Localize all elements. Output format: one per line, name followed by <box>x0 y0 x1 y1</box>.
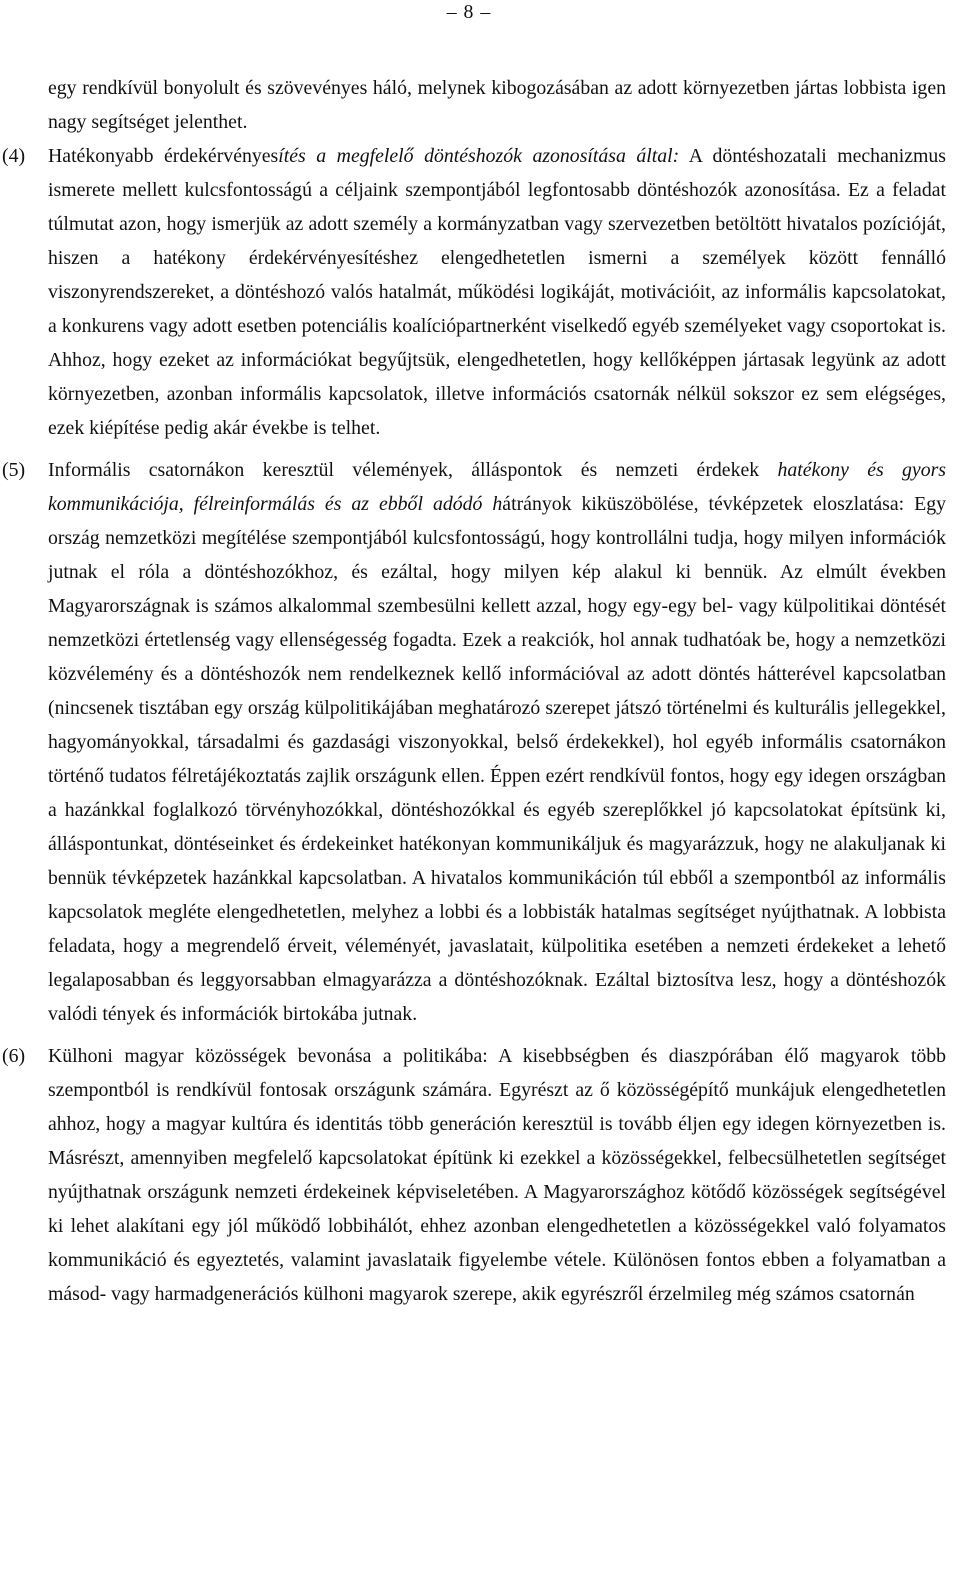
paragraph-text: egy rendkívül bonyolult és szövevényes háló, melynek kibogozásában az adott környezetben jártas lobbista igen nagy segítséget jelenthet. <box>48 77 946 133</box>
page-number: – 8 – <box>446 1 492 23</box>
paragraph-gap <box>0 445 960 453</box>
paragraph-number: (5) <box>2 459 26 481</box>
paragraph-text: Informális csatornákon keresztül vélemények, álláspontok és nemzeti érdekek <box>48 459 778 481</box>
paragraph-5 <box>2 453 947 1031</box>
paragraph-6 <box>2 1039 946 1311</box>
paragraph-heading-italic: ítés a megfelelő döntéshozók azonosítása által: <box>278 145 680 167</box>
paragraph-text: Hatékonyabb érdekérvényes <box>48 145 279 167</box>
paragraph-text: átrányok kiküszöbölése, tévképzetek eloszlatása: Egy ország nemzetközi megítélése szempontjából kulcsfontosságú, hogy kontrollálni tudja, hogy milyen információk jutnak el róla a döntéshozókhoz, és ezáltal, hogy milyen kép alakul ki bennük. Az elmúlt években Magyarországnak is számos alkalommal szembesülni kellett azzal, hogy egy-egy bel- vagy külpolitikai döntését nemzetközi értetlenség vagy ellenségesség fogadta. Ezek a reakciók, hol annak tudhatóak be, hogy a nemzetközi közvélemény és a döntéshozók nem rendelkeznek kellő információval az adott döntés hátterével kapcsolatban (nincsenek tisztában egy ország külpolitikájában meghatározó szerepet játszó történelmi és kulturális jellegekkel, hagyományokkal, társadalmi és gazdasági viszonyokkal, belső érdekekkel), hol egyéb informális csatornákon történő tudatos félretájékoztatás zajlik országunk ellen. Éppen ezért rendkívül fontos, hogy egy idegen országban a hazánkkal foglalkozó törvényhozókkal, döntéshozókkal és egyéb szereplőkkel jó kapcsolatokat építsünk ki, álláspontunkat, döntéseinket és érdekeinket hatékonyan kommunikáljuk és magyarázzuk, hogy ne alakuljanak ki bennük tévképzetek hazánkkal kapcsolatban. A hivatalos kommunikáción túl ebből a szempontból az informális kapcsolatok megléte elengedhetetlen, melyhez a lobbi és a lobbisták hatalmas segítséget nyújthatnak. A lobbista feladata, hogy a megrendelő érveit, véleményét, javaslatait, külpolitika esetében a nemzeti érdekeket a lehető legalaposabban és leggyorsabban elmagyarázza a döntéshozóknak. Ezáltal biztosítva lesz, hogy a döntéshozók valódi tények és információk birtokába jutnak. <box>48 493 947 1025</box>
paragraph-4 <box>2 139 946 445</box>
paragraph-gap <box>0 1031 960 1039</box>
document-body <box>0 71 960 1311</box>
paragraph-heading-italic: hatékony és gyors kommunikációja, félreinformálás és az ebből adódó h <box>48 459 946 515</box>
paragraph-continuation <box>48 71 946 139</box>
paragraph-number: (6) <box>2 1045 26 1067</box>
paragraph-text: Külhoni magyar közösségek bevonása a politikába: A kisebbségben és diaszpórában élő magyarok több szempontból is rendkívül fontosak országunk számára. Egyrészt az ő közösségépítő munkájuk elengedhetetlen ahhoz, hogy a magyar kultúra és identitás több generáción keresztül is tovább éljen egy idegen környezetben is. Másrészt, amennyiben megfelelő kapcsolatokat építünk ki ezekkel a közösségekkel, felbecsülhetetlen segítséget nyújthatnak országunk nemzeti érdekeinek képviseletében. A Magyarországhoz kötődő közösségek segítségével ki lehet alakítani egy jól működő lobbihálót, ehhez azonban elengedhetetlen a közösségekkel való folyamatos kommunikáció és egyeztetés, valamint javaslataik figyelembe vétele. Különösen fontos ebben a folyamatban a másod- vagy harmadgenerációs külhoni magyarok szerepe, akik egyrészről érzelmileg még számos csatornán <box>48 1045 946 1305</box>
paragraph-text: A döntéshozatali mechanizmus ismerete mellett kulcsfontosságú a céljaink szempontjából legfontosabb döntéshozók azonosítása. Ez a feladat túlmutat azon, hogy ismerjük az adott személy a kormányzatban vagy szervezetben betöltött hivatalos pozícióját, hiszen a hatékony érdekérvényesítéshez elengedhetetlen ismerni a személyek között fennálló viszonyrendszereket, a döntéshozó valós hatalmát, működési logikáját, motivációit, az informális kapcsolatokat, a konkurens vagy adott esetben potenciális koalíciópartnerként viselkedő egyéb személyeket vagy csoportokat is. Ahhoz, hogy ezeket az információkat begyűjtsük, elengedhetetlen, hogy kellőképpen jártasak legyünk az adott környezetben, azonban informális kapcsolatok, illetve információs csatornák nélkül sokszor ez sem elégséges, ezek kiépítése pedig akár évekbe is telhet. <box>48 145 946 439</box>
paragraph-number: (4) <box>2 145 26 167</box>
